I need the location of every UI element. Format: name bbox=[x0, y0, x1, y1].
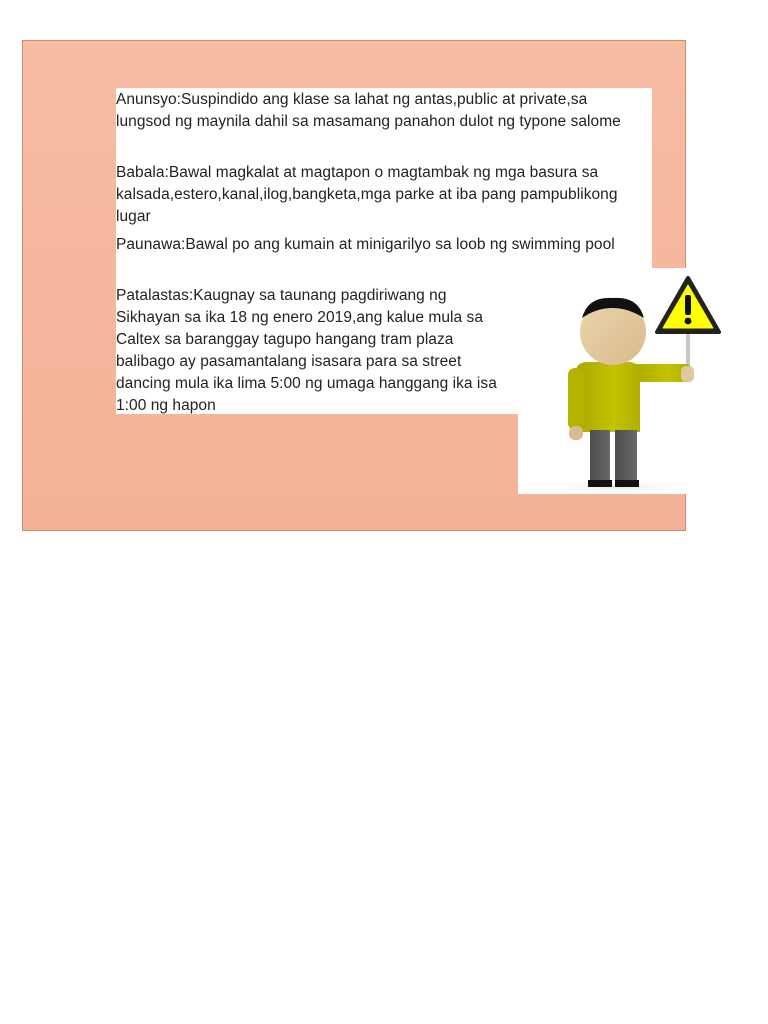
warning-sign-person-icon bbox=[518, 268, 748, 494]
warning-illustration bbox=[518, 268, 748, 494]
announcement-anunsyo: Anunsyo:Suspindido ang klase sa lahat ng antas,public at private,sa lungsod ng maynila dahil sa masamang panahon dulot ng typone salome bbox=[116, 91, 621, 130]
shirt bbox=[576, 362, 640, 432]
left-leg bbox=[590, 430, 610, 482]
left-shoe bbox=[588, 480, 612, 487]
warning-triangle-icon bbox=[657, 278, 719, 332]
left-arm bbox=[568, 368, 584, 430]
right-leg bbox=[615, 430, 637, 482]
announcement-paunawa: Paunawa:Bawal po ang kumain at minigarilyo sa loob ng swimming pool bbox=[116, 236, 615, 253]
left-hand bbox=[569, 426, 583, 440]
right-shoe bbox=[615, 480, 639, 487]
announcement-babala: Babala:Bawal magkalat at magtapon o magtambak ng mga basura sa kalsada,estero,kanal,ilog,bangketa,mga parke at iba pang pampublikong lugar bbox=[116, 164, 618, 225]
announcement-patalastas: Patalastas:Kaugnay sa taunang pagdiriwang ng Sikhayan sa ika 18 ng enero 2019,ang kalue mula sa Caltex sa baranggay tagupo hangang tram plaza balibago ay pasamantalang isasara para sa street dancing mula ika lima 5:00 ng umaga hanggang ika isa 1:00 ng hapon bbox=[116, 287, 497, 414]
hand bbox=[681, 366, 694, 382]
